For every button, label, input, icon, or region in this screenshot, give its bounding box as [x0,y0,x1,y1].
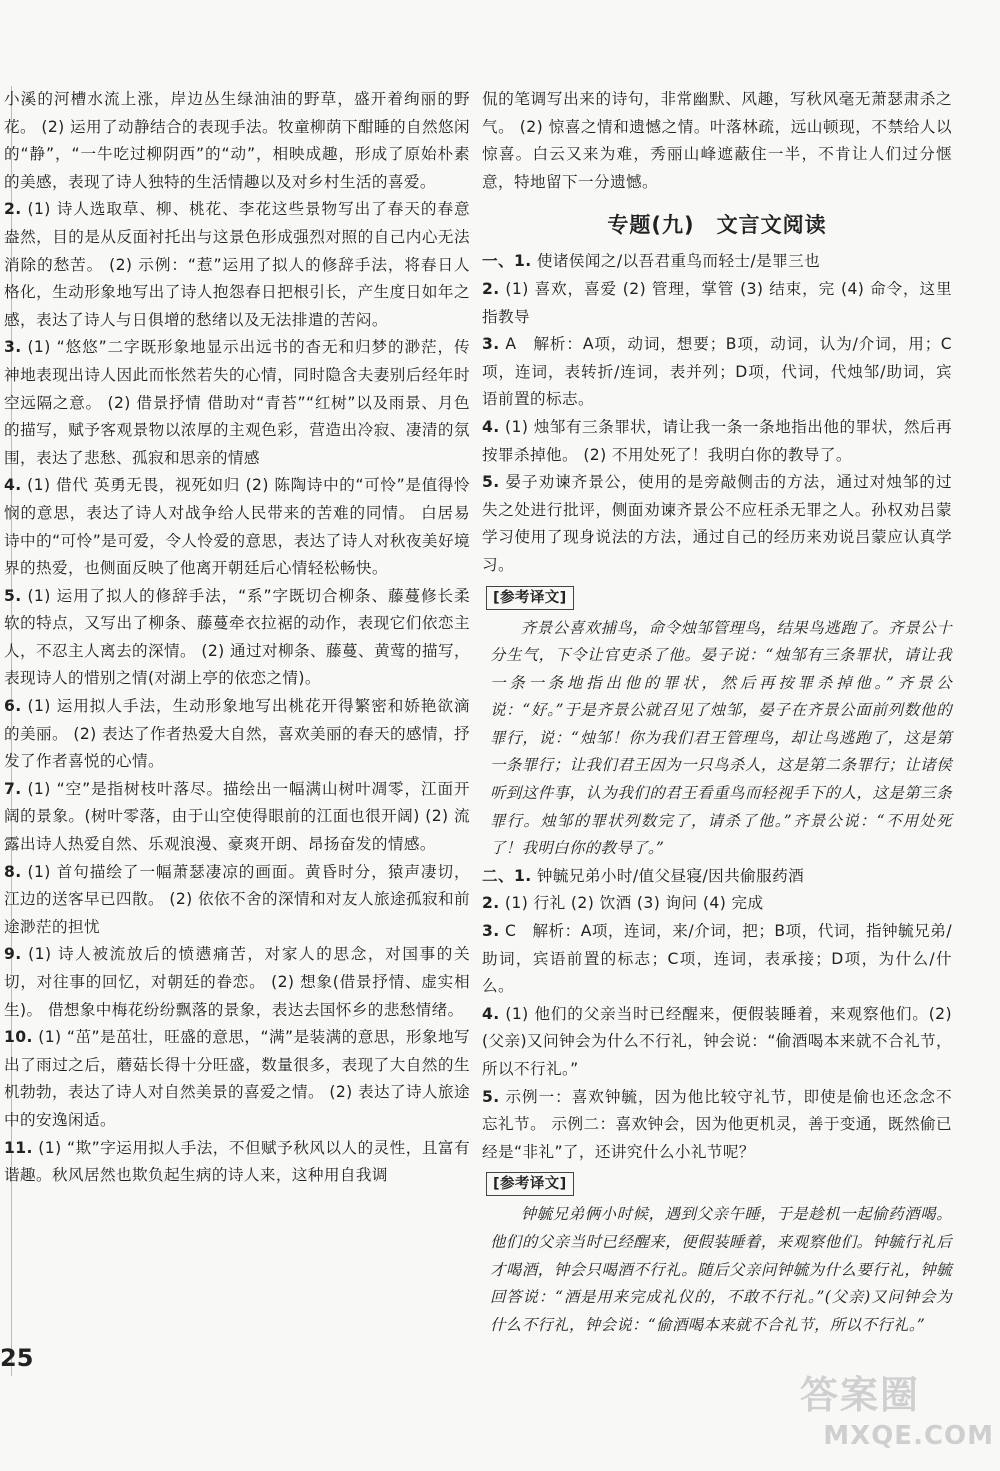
answer-number: 9. [4,945,22,964]
answer-text: 晏子劝谏齐景公，使用的是旁敲侧击的方法，通过对烛邹的过失之处进行批评，侧面劝谏齐景公不应枉杀无罪之人。孙权劝吕蒙学习使用了现身说法的方法，通过自己的经历来劝说吕蒙应认真学习。 [482,473,952,574]
answer-item [4,334,470,472]
answer-text: (1) 运用拟人手法，生动形象地写出桃花开得繁密和娇艳欲滴的美丽。 (2) 表达了作者热爱大自然，喜欢美丽的春天的感情，抒发了作者喜悦的心情。 [4,697,470,771]
answer-number: 4. [482,1004,500,1023]
answer-item [4,776,470,859]
answer-number: 10. [4,1028,33,1047]
answer-text: (1) 行礼 (2) 饮酒 (3) 询问 (4) 完成 [499,894,764,913]
answer-item [482,890,952,918]
answer-item [482,1001,952,1084]
answer-number: 4. [4,476,22,495]
answer-text: (1) 借代 英勇无畏，视死如归 (2) 陈陶诗中的“可怜”是值得怜悯的意思，表达了诗人对战争给人民带来的苦难的同情。 白居易诗中的“可怜”是可爱，令人怜爱的意思，表达了诗人对秋夜美好境界的热爱，也侧面反映了他离开朝廷后心情轻松畅快。 [4,476,470,578]
answer-number: 2. [482,279,500,298]
answer-number: 3. [482,922,500,941]
answer-number: 5. [4,586,22,605]
answer-text: (1) “空”是指树枝叶落尽。描绘出一幅满山树叶凋零，江面开阔的景象。(树叶零落，由于山空使得眼前的江面也很开阔) (2) 流露出诗人热爱自然、乐观浪漫、豪爽开朗、昂扬奋发的情感。 [4,779,470,854]
watermark-text: 答案圈 [800,1373,921,1417]
answer-text: (1) 首句描绘了一幅萧瑟凄凉的画面。黄昏时分，猿声凄切，江边的送客早已四散。 (2) 依依不舍的深情和对友人旅途孤寂和前途渺茫的担忧 [4,862,470,936]
answer-number: 二、1. [482,866,532,885]
answer-text: 钟毓兄弟小时/值父昼寝/因共偷服药酒 [531,866,805,885]
answer-text: C 解析：A项，连词，来/介词，把；B项，代词，指钟毓兄弟/助词，宾语前置的标志；C项，连词，表承接；D项，为什么/什么。 [482,922,952,996]
answer-item [482,863,952,891]
answer-item [4,1135,470,1190]
answer-text: (1) 喜欢，喜爱 (2) 管理，掌管 (3) 结束，完 (4) 命令，这里指教导 [482,279,952,326]
answer-item [482,1084,952,1167]
answer-number: 5. [482,473,500,492]
left-column [4,86,470,1190]
answer-text: (1) “悠悠”二字既形象地显示出远书的杳无和归梦的渺茫，传神地表现出诗人因此而怅然若失的心情，同时隐含夫妻别后经年时空远隔之意。 (2) 借景抒情 借助对“青苔”“红树”以及雨景、月色的描写，赋予客观景物以浓厚的主观色彩，营造出冷寂、凄清的氛围，表达了悲愁、孤寂和思亲的情感 [4,338,470,467]
reference-translation-label: [参考译文] [486,586,574,610]
answer-number: 3. [4,338,22,357]
answer-text: (1) “欺”字运用拟人手法，不但赋予秋风以人的灵性，且富有谐趣。秋风居然也欺负起生病的诗人来，这种用自我调 [4,1138,470,1185]
answer-number: 11. [4,1138,33,1157]
answer-text: (1) 诗人选取草、柳、桃花、李花这些景物写出了春天的春意盎然，目的是从反面衬托出与这景色形成强烈对照的自己内心无法消除的愁苦。 (2) 示例：“惹”运用了拟人的修辞手法，将春日人格化，生动形象地写出了诗人抱怨春日把根引长，产生度日如年之感，表达了诗人与日俱增的愁绪以及无法排遣的苦闷。 [4,200,470,329]
answer-text: A 解析：A项，动词，想要；B项，动词，认为/介词，用；C项，连词，表转折/连词，表并列；D项，代词，代烛邹/助词，宾语前置的标志。 [482,335,952,409]
answer-item [4,196,470,334]
answer-item [482,414,952,469]
answer-text: 示例一：喜欢钟毓，因为他比较守礼节，即使是偷也还念念不忘礼节。 示例二：喜欢钟会，因为他更机灵，善于变通，既然偷已经是“非礼”了，还讲究什么小礼节呢？ [482,1087,952,1161]
answer-item [4,583,470,693]
part-one-answers [482,248,952,579]
watermark-logo [800,1370,1000,1465]
right-column [482,86,952,1339]
answer-item [482,248,952,276]
answer-text: (1) 运用了拟人的修辞手法，“系”字既切合柳条、藤蔓修长柔软的特点，又写出了柳条、藤蔓牵衣拉裾的动作，表现它们依恋主人，不忍主人离去的深情。 (2) 通过对柳条、藤蔓、黄莺的描写，表现诗人的惜别之情(对湖上亭的依恋之情)。 [4,586,470,688]
section-title: 专题(九) 文言文阅读 [607,213,827,238]
answer-item [4,693,470,776]
continued-answer: 侃的笔调写出来的诗句，非常幽默、风趣，写秋风毫无萧瑟肃杀之气。 (2) 惊喜之情和遗憾之情。叶落林疏，远山顿现，不禁给人以惊喜。白云又来为难，秀丽山峰遮蔽住一半，不肯让人们过分惬意，特地留下一分遗憾。 [482,90,952,191]
answer-item [4,86,470,196]
answer-text: (1) “茁”是茁壮，旺盛的意思，“满”是装满的意思，形象地写出了雨过之后，蘑菇长得十分旺盛，数量很多，表现了大自然的生机勃勃，表达了诗人对自然美景的喜爱之情。 (2) 表达了诗人旅途中的安逸闲适。 [4,1028,470,1129]
answer-number: 6. [4,697,22,716]
answer-item [4,472,470,582]
answer-number: 2. [482,894,500,913]
answer-item [4,859,470,942]
answer-text: 小溪的河槽水流上涨，岸边丛生绿油油的野草，盛开着绚丽的野花。 (2) 运用了动静结合的表现手法。牧童柳荫下酣睡的自然悠闲的“静”，“一牛吃过柳阴西”的“动”，相映成趣，形成了原始朴素的美感，表现了诗人独特的生活情趣以及对乡村生活的喜爱。 [4,90,470,191]
answer-number: 一、1. [482,252,532,271]
answer-text: (1) 诗人被流放后的愤懑痛苦，对家人的思念，对国事的关切，对往事的回忆，对朝廷的眷恋。 (2) 想象(借景抒情、虚实相生)。 借想象中梅花纷纷飘落的景象，表达去国怀乡的悲愁情绪。 [4,945,470,1019]
answer-item [482,331,952,414]
answer-text: 使诸侯闻之/以吾君重鸟而轻士/是罪三也 [531,252,821,271]
answer-item [4,941,470,1024]
answer-number: 2. [4,200,22,219]
watermark-url: MXQE.COM [823,1421,994,1451]
answer-item [482,469,952,579]
reference-translation-label: [参考译文] [486,1172,574,1196]
answer-item [4,1024,470,1134]
part-two-answers [482,863,952,1167]
answer-number: 7. [4,779,22,798]
answer-item [482,276,952,331]
answer-number: 5. [482,1087,500,1106]
answer-number: 8. [4,862,22,881]
reference-translation-text: 钟毓兄弟俩小时候，遇到父亲午睡，于是趁机一起偷药酒喝。他们的父亲当时已经醒来，便假装睡着，来观察他们。钟毓行礼后才喝酒，钟会只喝酒不行礼。随后父亲问钟毓为什么要行礼，钟毓回答说：“酒是用来完成礼仪的，不敢不行礼。”(父亲)又问钟会为什么不行礼，钟会说：“偷酒喝本来就不合礼节，所以不行礼。” [490,1205,952,1334]
answer-number: 4. [482,417,500,436]
reference-translation-text: 齐景公喜欢捕鸟，命令烛邹管理鸟，结果鸟逃跑了。齐景公十分生气，下令让官吏杀了他。晏子说：“烛邹有三条罪状，请让我一条一条地指出他的罪状，然后再按罪杀掉他。”齐景公说：“好。”于是齐景公就召见了烛邹，晏子在齐景公面前列数他的罪行，说：“烛邹！你为我们君王管理鸟，却让鸟逃跑了，这是第一条罪行；让我们君王因为一只鸟杀人，这是第二条罪行；让诸侯听到这件事，认为我们的君王看重鸟而轻视手下的人，这是第三条罪行。烛邹的罪状列数完了，请杀了他。”齐景公说：“不用处死了！我明白你的教导了。” [490,618,952,858]
answer-text: (1) 他们的父亲当时已经醒来，便假装睡着，来观察他们。(2) (父亲)又问钟会为什么不行礼，钟会说：“偷酒喝本来就不合礼节，所以不行礼。” [482,1004,952,1078]
answer-item [482,918,952,1001]
page-number: 25 [0,1344,34,1372]
answer-text: (1) 烛邹有三条罪状，请让我一条一条地指出他的罪状，然后再按罪杀掉他。 (2) 不用处死了！我明白你的教导了。 [482,417,952,464]
answer-number: 3. [482,335,500,354]
